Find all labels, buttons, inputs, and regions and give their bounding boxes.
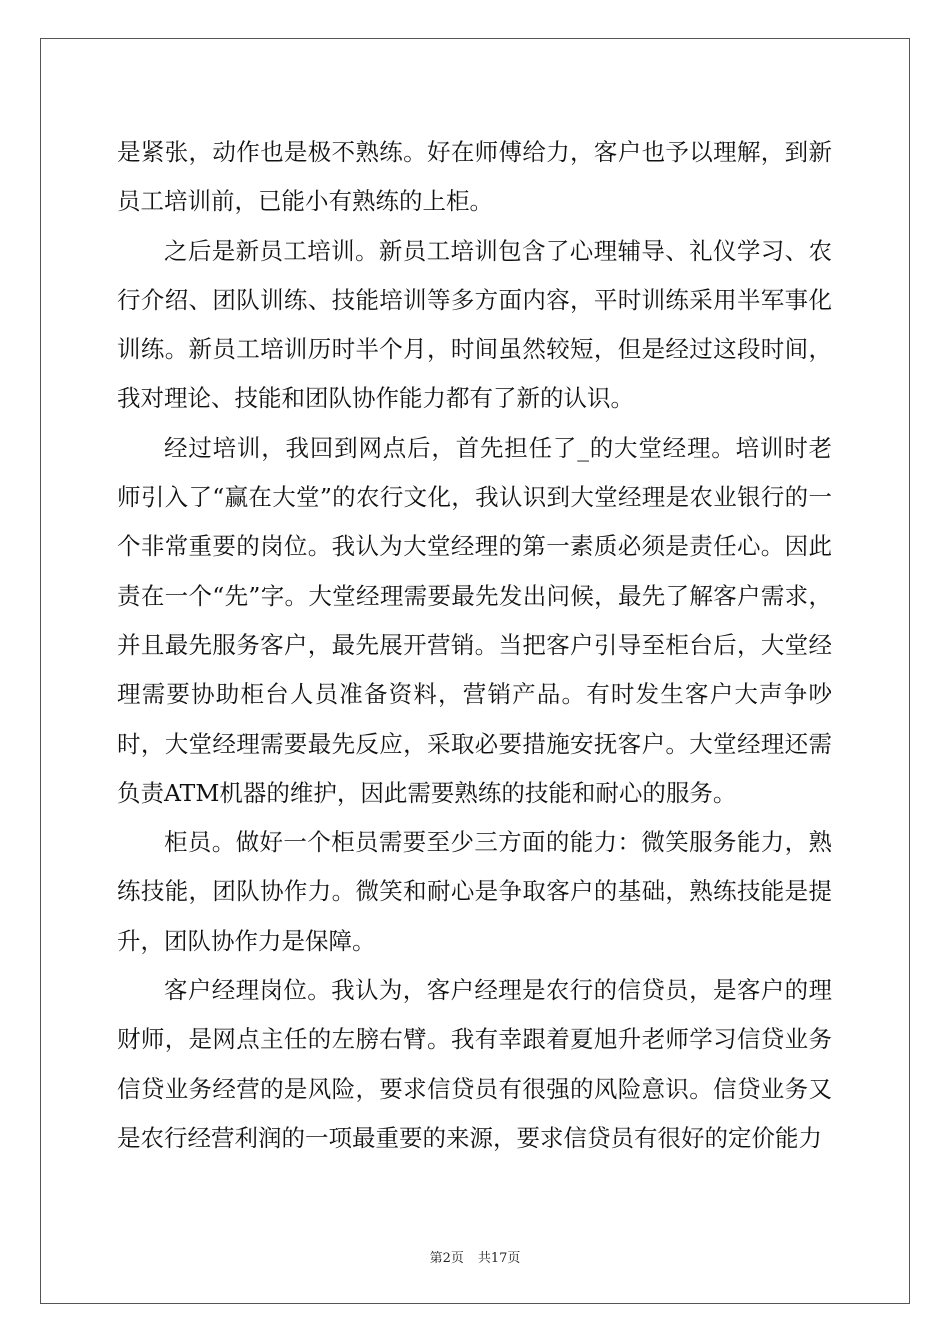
paragraph-2: 之后是新员工培训。新员工培训包含了心理辅导、礼仪学习、农行介绍、团队训练、技能培训等多方面内容，平时训练采用半军事化训练。新员工培训历时半个月，时间虽然较短，但是经过这段时间，我对理论、技能和团队协作能力都有了新的认识。 xyxy=(117,236,832,413)
paragraph-1: 是紧张，动作也是极不熟练。好在师傅给力，客户也予以理解，到新员工培训前，已能小有熟练的上柜。 xyxy=(117,138,832,216)
page-total: 共17页 xyxy=(477,1251,521,1266)
paragraph-5: 客户经理岗位。我认为，客户经理是农行的信贷员，是客户的理财师，是网点主任的左膀右臂。我有幸跟着夏旭升老师学习信贷业务信贷业务经营的是风险，要求信贷员有很强的风险意识。信贷业务又是农行经营利润的一项最重要的来源，要求信贷员有很好的定价能力 xyxy=(117,976,832,1152)
paragraph-3: 经过培训，我回到网点后，首先担任了_的大堂经理。培训时老师引入了“赢在大堂”的农行文化，我认识到大堂经理是农业银行的一个非常重要的岗位。我认为大堂经理的第一素质必须是责任心。因此责在一个“先”字。大堂经理需要最先发出问候，最先了解客户需求，并且最先服务客户，最先展开营销。当把客户引导至柜台后，大堂经理需要协助柜台人员准备资料，营销产品。有时发生客户大声争吵时，大堂经理需要最先反应，采取必要措施安抚客户。大堂经理还需负责ATM机器的维护，因此需要熟练的技能和耐心的服务。 xyxy=(117,433,832,807)
page-number: 第2页 xyxy=(429,1251,464,1266)
paragraph-4: 柜员。做好一个柜员需要至少三方面的能力：微笑服务能力，熟练技能，团队协作力。微笑和耐心是争取客户的基础，熟练技能是提升，团队协作力是保障。 xyxy=(117,828,832,955)
page-footer xyxy=(0,1247,950,1266)
document-body xyxy=(117,128,832,1163)
